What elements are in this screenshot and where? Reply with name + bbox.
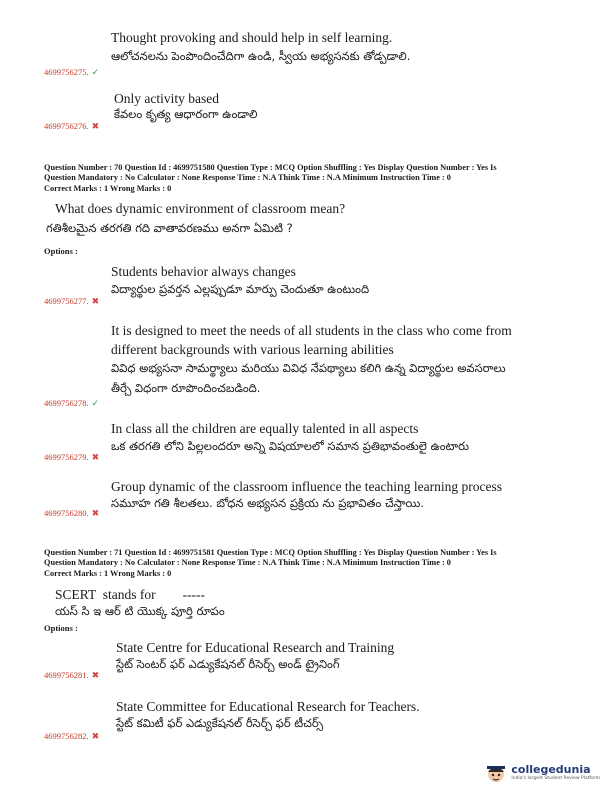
- graduate-mascot-icon: [484, 760, 508, 784]
- option-text-en-line2: different backgrounds with various learning abilities: [111, 342, 394, 357]
- option-text-te-line2: తీర్చే విధంగా రూపొందించబడింది.: [111, 381, 261, 395]
- option-text-te: సమూహ గతి శీలతలు. బోధన అభ్యసన ప్రక్రియ ను ప్రభావితం చేస్తాయి.: [111, 496, 425, 510]
- option-id: 4699756278. ✓: [44, 398, 100, 408]
- option-text-en: State Centre for Educational Research and Training: [116, 640, 395, 655]
- option-id: 4699756281. ✖: [44, 670, 100, 680]
- question-meta: Question Mandatory : No Calculator : None Response Time : N.A Think Time : N.A Minimum Instruction Time : 0: [44, 558, 451, 567]
- logo-name: collegedunia: [511, 763, 591, 776]
- option-id: 4699756276. ✖: [44, 121, 100, 131]
- option-text-en: State Committee for Educational Research for Teachers.: [116, 699, 420, 714]
- option-text-en: In class all the children are equally talented in all aspects: [111, 421, 419, 436]
- wrong-mark-icon: ✖: [91, 452, 100, 462]
- option-text-en: It is designed to meet the needs of all students in the class who come from: [111, 323, 512, 338]
- question-marks: Correct Marks : 1 Wrong Marks : 0: [44, 569, 172, 578]
- option-text-te: వివిధ అభ్యసనా సామర్థ్యాలు మరియు వివిధ నేపథ్యాలు కలిగి ఉన్న విద్యార్థుల అవసరాలు: [111, 361, 506, 375]
- option-text-en: Only activity based: [114, 91, 219, 106]
- option-id: 4699756279. ✖: [44, 452, 100, 462]
- question-text-te: గతిశీలమైన తరగతి గది వాతావరణము అనగా ఏమిటి ?: [46, 221, 293, 235]
- logo-tagline: India's largest Student Review Platform: [511, 776, 600, 781]
- option-text-te: స్టేట్ కమిటీ ఫర్ ఎడ్యుకేషనల్ రీసెర్చ్ ఫర్ టీచర్స్: [116, 716, 324, 730]
- question-meta: Question Mandatory : No Calculator : None Response Time : N.A Think Time : N.A Minimum Instruction Time : 0: [44, 173, 451, 182]
- question-text-en: SCERT stands for -----: [55, 587, 206, 602]
- options-label: Options :: [44, 623, 78, 633]
- question-meta: Question Number : 71 Question Id : 4699751581 Question Type : MCQ Option Shuffling : Yes Display Question Number : Yes Is: [44, 548, 497, 557]
- question-meta: Question Number : 70 Question Id : 4699751580 Question Type : MCQ Option Shuffling : Yes Display Question Number : Yes Is: [44, 163, 497, 172]
- wrong-mark-icon: ✖: [91, 121, 100, 131]
- wrong-mark-icon: ✖: [91, 670, 100, 680]
- question-text-en: What does dynamic environment of classroom mean?: [55, 201, 346, 216]
- option-id: 4699756280. ✖: [44, 508, 100, 518]
- wrong-mark-icon: ✖: [91, 731, 100, 741]
- option-text-te: ఆలోచనలను పెంపొందించేదిగా ఉండి, స్వీయ అభ్యసనకు తోడ్పడాలి.: [111, 49, 411, 63]
- option-text-te: విద్యార్థుల ప్రవర్తన ఎల్లప్పుడూ మార్పు చెందుతూ ఉంటుంది: [111, 282, 370, 296]
- correct-mark-icon: ✓: [91, 398, 100, 408]
- option-text-en: Thought provoking and should help in self learning.: [111, 30, 393, 45]
- option-text-te: స్టేట్ సెంటర్ ఫర్ ఎడ్యుకేషనల్ రీసెర్చ్ అండ్ ట్రైనింగ్: [116, 657, 340, 671]
- options-label: Options :: [44, 246, 78, 256]
- option-id: 4699756282. ✖: [44, 731, 100, 741]
- wrong-mark-icon: ✖: [91, 296, 100, 306]
- question-text-te: యస్ సి ఇ ఆర్ టి యొక్క పూర్తి రూపం: [55, 604, 225, 618]
- collegedunia-logo: [484, 760, 600, 784]
- option-text-te: ఒక తరగతి లోని పిల్లలందరూ అన్ని విషయాలలో సమాన ప్రతిభావంతులై ఉంటారు: [111, 439, 469, 453]
- option-text-te: కేవలం కృత్య ఆధారంగా ఉండాలి: [114, 107, 258, 121]
- option-id: 4699756277. ✖: [44, 296, 100, 306]
- option-id: 4699756275. ✓: [44, 67, 100, 77]
- option-text-en: Group dynamic of the classroom influence the teaching learning process: [111, 479, 502, 494]
- correct-mark-icon: ✓: [91, 67, 100, 77]
- question-marks: Correct Marks : 1 Wrong Marks : 0: [44, 184, 172, 193]
- option-text-en: Students behavior always changes: [111, 264, 296, 279]
- wrong-mark-icon: ✖: [91, 508, 100, 518]
